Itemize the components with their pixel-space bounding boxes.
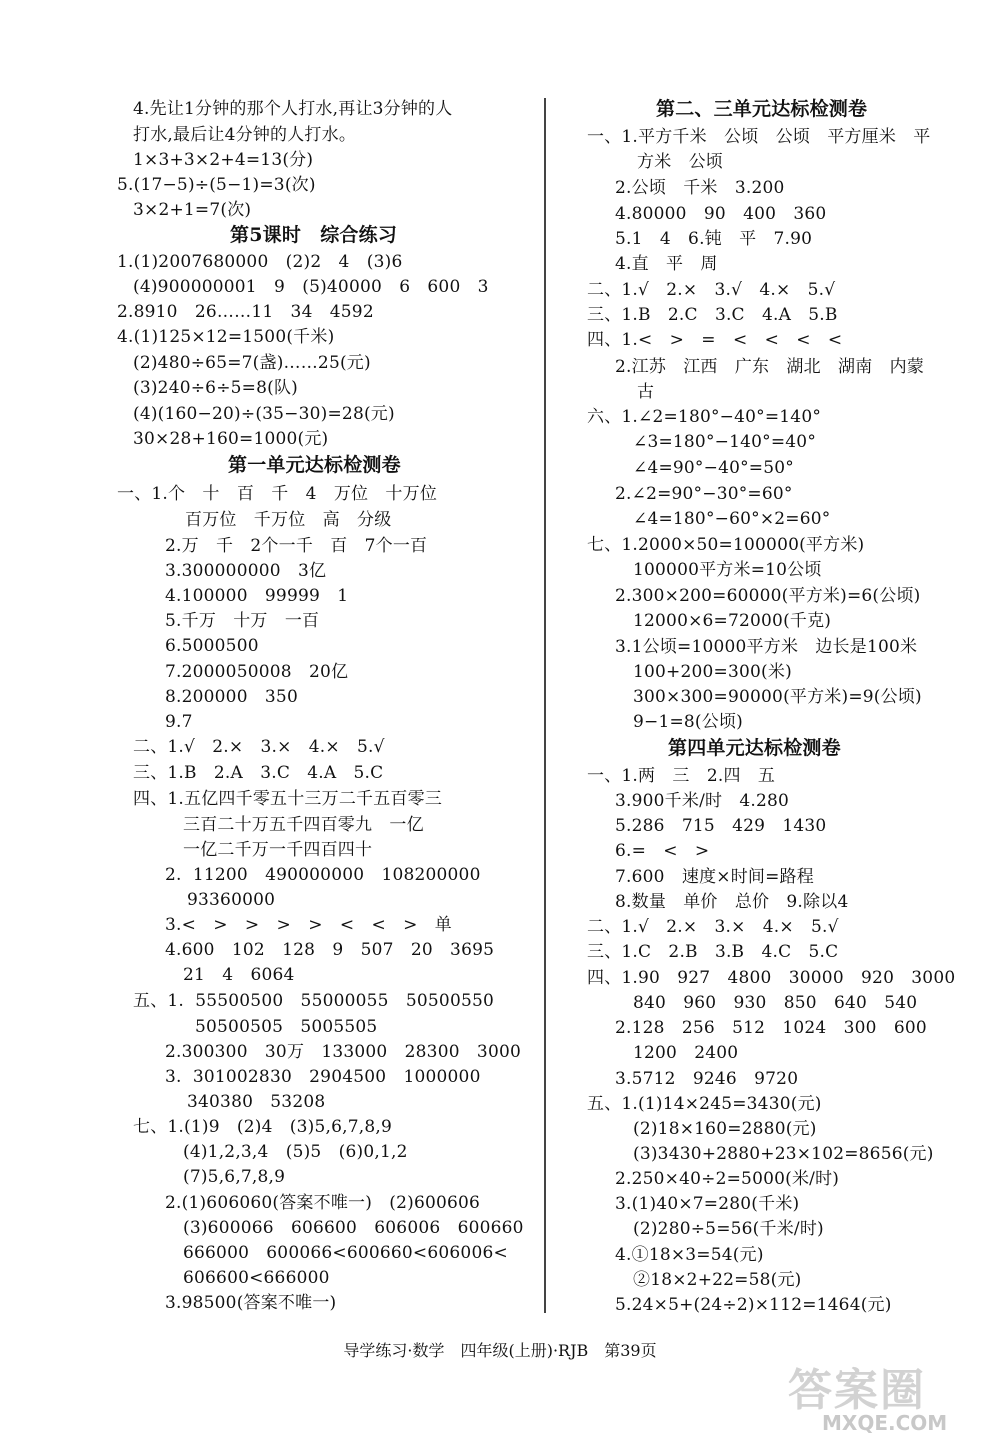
text-line: 606600<666000 (183, 1268, 330, 1288)
text-line: 300×300=90000(平方米)=9(公顷) (633, 687, 922, 707)
text-line: 2.300×200=60000(平方米)=6(公顷) (615, 586, 921, 606)
section-heading: 第四单元达标检测卷 (668, 737, 841, 759)
text-line: (2)280÷5=56(千米/时) (633, 1219, 824, 1239)
text-line: 5.286 715 429 1430 (615, 816, 827, 836)
text-line: 9−1=8(公顷) (633, 712, 744, 732)
text-line: 一、1.两 三 2.四 五 (587, 766, 776, 786)
text-line: 100+200=300(米) (633, 662, 792, 682)
text-line: (2)480÷65=7(盏)……25(元) (133, 353, 371, 373)
text-line: ∠4=180°−60°×2=60° (633, 509, 831, 529)
text-line: 5.千万 十万 一百 (165, 611, 320, 631)
column-divider (544, 98, 546, 1313)
text-line: 3.5712 9246 9720 (615, 1069, 799, 1089)
text-line: 四、1.90 927 4800 30000 920 3000 (587, 968, 956, 988)
text-line: 3.< > > > > < < > 单 (165, 915, 452, 935)
text-line: 古 (637, 382, 655, 402)
text-line: 1.(1)2007680000 (2)2 4 (3)6 (117, 252, 403, 272)
text-line: 3.300000000 3亿 (165, 561, 327, 581)
text-line: 2.万 千 2个一千 百 7个一百 (165, 536, 428, 556)
text-line: 3.1公顷=10000平方米 边长是100米 (615, 637, 918, 657)
text-line: 50500505 5005505 (195, 1017, 378, 1037)
text-line: 2.江苏 江西 广东 湖北 湖南 内蒙 (615, 357, 925, 377)
text-line: (7)5,6,7,8,9 (183, 1167, 286, 1187)
section-heading: 第一单元达标检测卷 (228, 454, 401, 476)
text-line: 3×2+1=7(次) (133, 200, 252, 220)
text-line: 3. 301002830 2904500 1000000 (165, 1067, 481, 1087)
text-line: 8.200000 350 (165, 687, 298, 707)
text-line: 二、1.√ 2.× 3.√ 4.× 5.√ (587, 280, 836, 300)
page-footer: 导学练习·数学 四年级(上册)·RJB 第39页 (343, 1341, 657, 1360)
text-line: 七、1.(1)9 (2)4 (3)5,6,7,8,9 (133, 1117, 392, 1137)
text-line: 一、1.平方千米 公顷 公顷 平方厘米 平 (587, 127, 931, 147)
text-line: 2.128 256 512 1024 300 600 (615, 1018, 927, 1038)
text-line: 4.80000 90 400 360 (615, 204, 827, 224)
text-line: 6.5000500 (165, 636, 259, 656)
text-line: 4.直 平 周 (615, 254, 718, 274)
watermark-url: MXQE.COM (822, 1411, 948, 1435)
text-line: (3)3430+2880+23×102=8656(元) (633, 1144, 934, 1164)
text-line: 9.7 (165, 712, 193, 732)
text-line: 五、1.(1)14×245=3430(元) (587, 1094, 822, 1114)
text-line: 五、1. 55500500 55000055 50500550 (133, 991, 495, 1011)
text-line: 3.(1)40×7=280(千米) (615, 1194, 800, 1214)
text-line: 340380 53208 (187, 1092, 326, 1112)
text-line: 2.∠2=90°−30°=60° (615, 484, 793, 504)
text-line: (4)900000001 9 (5)40000 6 600 3 (133, 277, 489, 297)
text-line: 30×28+160=1000(元) (133, 429, 329, 449)
text-line: 打水,最后让4分钟的人打水。 (133, 125, 357, 145)
text-line: ∠4=90°−40°=50° (633, 458, 794, 478)
text-line: 4.600 102 128 9 507 20 3695 (165, 940, 495, 960)
text-line: 2.300300 30万 133000 28300 3000 (165, 1042, 521, 1062)
text-line: 3.900千米/时 4.280 (615, 791, 790, 811)
text-line: 3.98500(答案不唯一) (165, 1293, 337, 1313)
text-line: (2)18×160=2880(元) (633, 1119, 817, 1139)
text-line: 六、1.∠2=180°−40°=140° (587, 407, 822, 427)
text-line: 三、1.B 2.C 3.C 4.A 5.B (587, 305, 838, 325)
text-line: 5.(17−5)÷(5−1)=3(次) (117, 175, 316, 195)
text-line: 三、1.B 2.A 3.C 4.A 5.C (133, 763, 384, 783)
text-line: ②18×2+22=58(元) (633, 1270, 802, 1290)
text-line: (3)240÷6÷5=8(队) (133, 378, 298, 398)
text-line: 21 4 6064 (183, 965, 295, 985)
section-heading: 第二、三单元达标检测卷 (656, 98, 868, 120)
text-line: 4.①18×3=54(元) (615, 1245, 764, 1265)
text-line: (3)600066 606600 606006 600660 (183, 1218, 524, 1238)
text-line: 7.2000050008 20亿 (165, 662, 349, 682)
text-line: 2.公顷 千米 3.200 (615, 178, 785, 198)
text-line: 2. 11200 490000000 108200000 (165, 865, 481, 885)
watermark-logo: 答案圈 (788, 1365, 926, 1416)
text-line: 2.250×40÷2=5000(米/时) (615, 1169, 840, 1189)
text-line: 7.600 速度×时间=路程 (615, 867, 814, 887)
text-line: 1200 2400 (633, 1043, 739, 1063)
text-line: 840 960 930 850 640 540 (633, 993, 918, 1013)
text-line: 1×3+3×2+4=13(分) (133, 150, 314, 170)
text-line: 2.(1)606060(答案不唯一) (2)600606 (165, 1193, 481, 1213)
text-line: 666000 600066<600660<606006< (183, 1243, 508, 1263)
text-line: 12000×6=72000(千克) (633, 611, 832, 631)
text-line: (4)(160−20)÷(35−30)=28(元) (133, 404, 395, 424)
text-line: 二、1.√ 2.× 3.× 4.× 5.√ (133, 737, 385, 757)
text-line: 三百二十万五千四百零九 一亿 (183, 815, 424, 835)
text-line: (4)1,2,3,4 (5)5 (6)0,1,2 (183, 1142, 408, 1162)
text-line: 方米 公顷 (637, 152, 723, 172)
text-line: 6.= < > (615, 841, 710, 861)
text-line: 2.8910 26……11 34 4592 (117, 302, 374, 322)
text-line: 二、1.√ 2.× 3.× 4.× 5.√ (587, 917, 839, 937)
text-line: 4.先让1分钟的那个人打水,再让3分钟的人 (133, 99, 453, 119)
text-line: 5.1 4 6.钝 平 7.90 (615, 229, 813, 249)
text-line: 一、1.个 十 百 千 4 万位 十万位 (117, 484, 438, 504)
text-line: 100000平方米=10公顷 (633, 560, 822, 580)
text-line: 百万位 千万位 高 分级 (185, 510, 392, 530)
text-line: 一亿二千万一千四百四十 (183, 840, 373, 860)
text-line: 4.100000 99999 1 (165, 586, 349, 606)
text-line: 5.24×5+(24÷2)×112=1464(元) (615, 1295, 892, 1315)
text-line: 4.(1)125×12=1500(千米) (117, 327, 335, 347)
text-line: 四、1.五亿四千零五十三万二千五百零三 (133, 789, 443, 809)
watermark (782, 1365, 982, 1438)
section-heading: 第5课时 综合练习 (230, 224, 398, 246)
text-line: ∠3=180°−140°=40° (633, 432, 817, 452)
text-line: 93360000 (187, 890, 276, 910)
text-line: 四、1.< > = < < < < (587, 330, 843, 350)
text-line: 8.数量 单价 总价 9.除以4 (615, 892, 849, 912)
text-line: 三、1.C 2.B 3.B 4.C 5.C (587, 942, 839, 962)
text-line: 七、1.2000×50=100000(平方米) (587, 535, 865, 555)
